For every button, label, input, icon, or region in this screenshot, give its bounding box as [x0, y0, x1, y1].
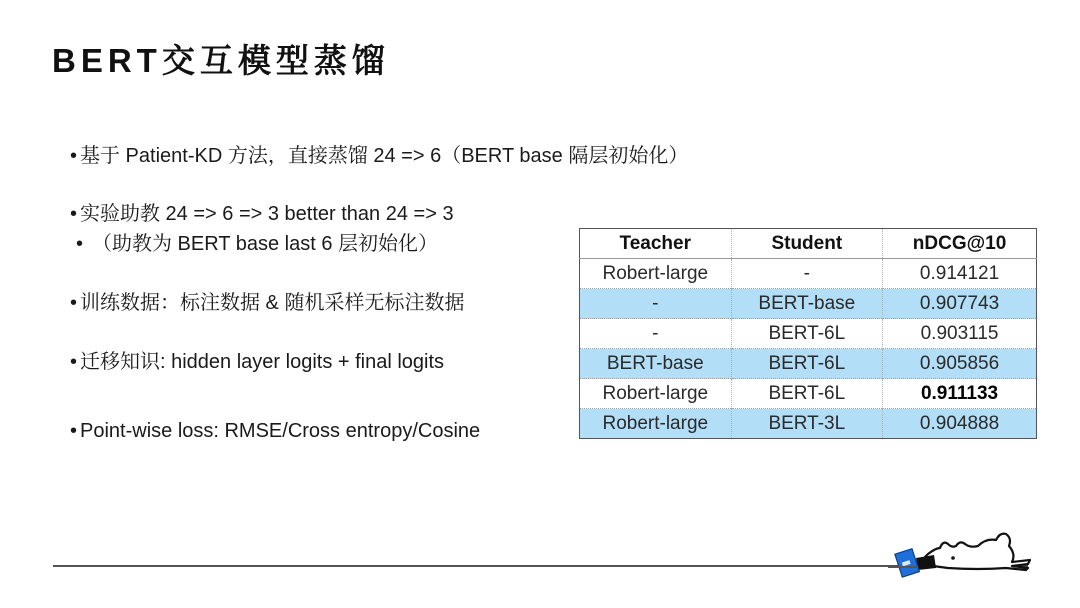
- header-ndcg: nDCG@10: [883, 229, 1037, 259]
- bullet-text: Point-wise loss: RMSE/Cross entropy/Cosine: [80, 420, 481, 442]
- bullet-marker: •: [76, 233, 84, 255]
- cell-ndcg: 0.904888: [883, 409, 1037, 439]
- cell-teacher: BERT-base: [580, 349, 732, 379]
- bullet-marker: •: [70, 420, 78, 442]
- footer-divider: [53, 565, 1028, 567]
- bullet-patient-kd: [70, 146, 688, 166]
- bullet-marker: •: [70, 292, 78, 314]
- bullet-transfer-knowledge: [70, 352, 444, 372]
- table-row: [580, 319, 1037, 349]
- cell-student: BERT-6L: [731, 319, 883, 349]
- table-row: [580, 259, 1037, 289]
- results-table: [579, 228, 1037, 439]
- cell-teacher: Robert-large: [580, 259, 732, 289]
- bullet-training-data: [70, 293, 464, 313]
- sub-bullet-assistant-init: [76, 234, 438, 254]
- cell-student: BERT-3L: [731, 409, 883, 439]
- cell-teacher: Robert-large: [580, 409, 732, 439]
- bullet-text: 基于 Patient-KD 方法，直接蒸馏 24 => 6（BERT base 隔层初始化）: [80, 145, 689, 167]
- table-row: [580, 349, 1037, 379]
- cell-ndcg-best: 0.911133: [883, 379, 1037, 409]
- table-row: [580, 289, 1037, 319]
- bullet-teacher-assistant: [70, 204, 454, 224]
- bullet-pointwise-loss: [70, 421, 480, 441]
- cell-student: BERT-base: [731, 289, 883, 319]
- header-teacher: Teacher: [580, 229, 732, 259]
- bullet-marker: •: [70, 145, 78, 167]
- slide-title: BERT交互模型蒸馏: [52, 42, 390, 79]
- cell-ndcg: 0.914121: [883, 259, 1037, 289]
- cell-teacher: Robert-large: [580, 379, 732, 409]
- bullet-marker: •: [70, 203, 78, 225]
- cell-ndcg: 0.907743: [883, 289, 1037, 319]
- cell-student: BERT-6L: [731, 379, 883, 409]
- bullet-text: 训练数据：标注数据 & 随机采样无标注数据: [80, 292, 465, 314]
- cell-student: BERT-6L: [731, 349, 883, 379]
- cell-ndcg: 0.903115: [883, 319, 1037, 349]
- header-student: Student: [731, 229, 883, 259]
- cell-teacher: -: [580, 289, 732, 319]
- bullet-text: 迁移知识: hidden layer logits + final logits: [80, 351, 445, 373]
- cell-ndcg: 0.905856: [883, 349, 1037, 379]
- table-header-row: [580, 229, 1037, 259]
- cell-teacher: -: [580, 319, 732, 349]
- bullet-text: （助教为 BERT base last 6 层初始化）: [92, 233, 439, 255]
- table-row: [580, 409, 1037, 439]
- table-row-best: [580, 379, 1037, 409]
- bullet-marker: •: [70, 351, 78, 373]
- reading-cat-icon: [888, 518, 1038, 578]
- cell-student: -: [731, 259, 883, 289]
- bullet-text: 实验助教 24 => 6 => 3 better than 24 => 3: [80, 203, 454, 225]
